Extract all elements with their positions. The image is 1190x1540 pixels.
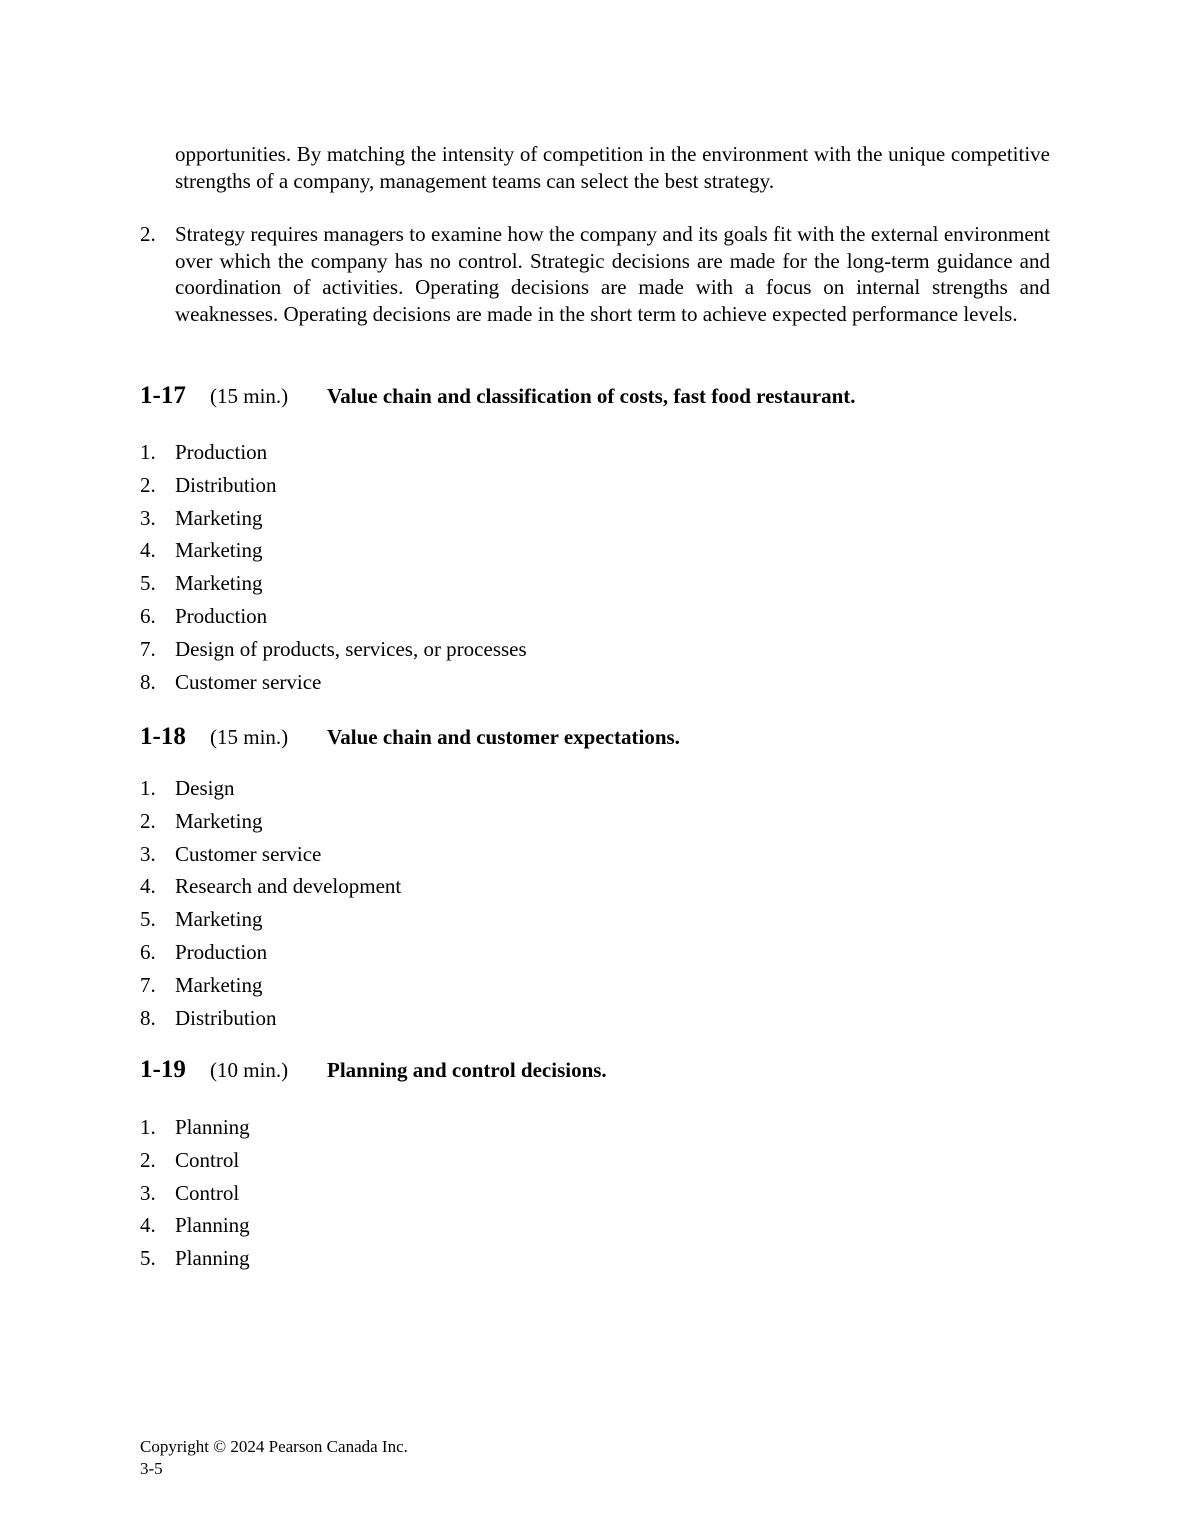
paragraph-text: Strategy requires managers to examine how the company and its goals fit with the external environment over which the company has no control. Strategic decisions are made for the long-term guidance and coordination of activities. Operating decisions are made with a focus on internal strengths and weaknesses. Operating decisions are made in the short term to achieve expected performance levels. [175,222,1050,326]
section-heading-1-19 [140,1056,607,1084]
section-time: (15 min.) [210,384,289,408]
section-heading-1-17 [140,382,856,410]
list-item: 7. Marketing [140,972,263,997]
list-item: 5. Marketing [140,571,263,596]
list-item: 8. Customer service [140,669,322,694]
section-code: 1-18 [140,723,186,750]
list-item: 1. Production [140,440,268,464]
continuation-paragraph: opportunities. By matching the intensity of competition in the environment with the unique competitive strengths of a company, management teams can select the best strategy. [175,142,1050,193]
page-number: 3-5 [140,1459,163,1478]
list-item: 6. Production [140,939,268,964]
list-item: 5. Planning [140,1246,250,1271]
page-footer [140,1436,408,1480]
copyright-text: Copyright © 2024 Pearson Canada Inc. [140,1437,408,1456]
section-code: 1-17 [140,382,186,409]
section-title: Value chain and classification of costs, fast food restaurant. [327,384,856,408]
list-item: 3. Customer service [140,841,322,866]
list-item: 4. Planning [140,1213,250,1238]
section-heading-1-18 [140,723,680,751]
list-item: 5. Marketing [140,907,263,932]
section-title: Planning and control decisions. [327,1058,607,1082]
list-item: 2. Distribution [140,472,277,497]
list-item: 1. Design [140,776,235,800]
list-item: 3. Marketing [140,505,263,530]
paragraph-number: 2. [140,222,156,246]
list-item: 4. Research and development [140,874,402,899]
section-time: (15 min.) [210,725,289,749]
numbered-paragraph [140,221,1050,327]
answer-list-1-17 [140,436,527,698]
list-item: 1. Planning [140,1115,250,1139]
list-item: 7. Design of products, services, or processes [140,636,527,661]
list-item: 4. Marketing [140,538,263,563]
list-item: 2. Marketing [140,808,263,833]
list-item: 8. Distribution [140,1005,277,1030]
section-time: (10 min.) [210,1058,289,1082]
answer-list-1-18 [140,772,401,1034]
list-item: 2. Control [140,1147,240,1172]
answer-list-1-19 [140,1111,250,1275]
section-code: 1-19 [140,1056,186,1083]
list-item: 6. Production [140,603,268,628]
list-item: 3. Control [140,1180,240,1205]
section-title: Value chain and customer expectations. [327,725,680,749]
